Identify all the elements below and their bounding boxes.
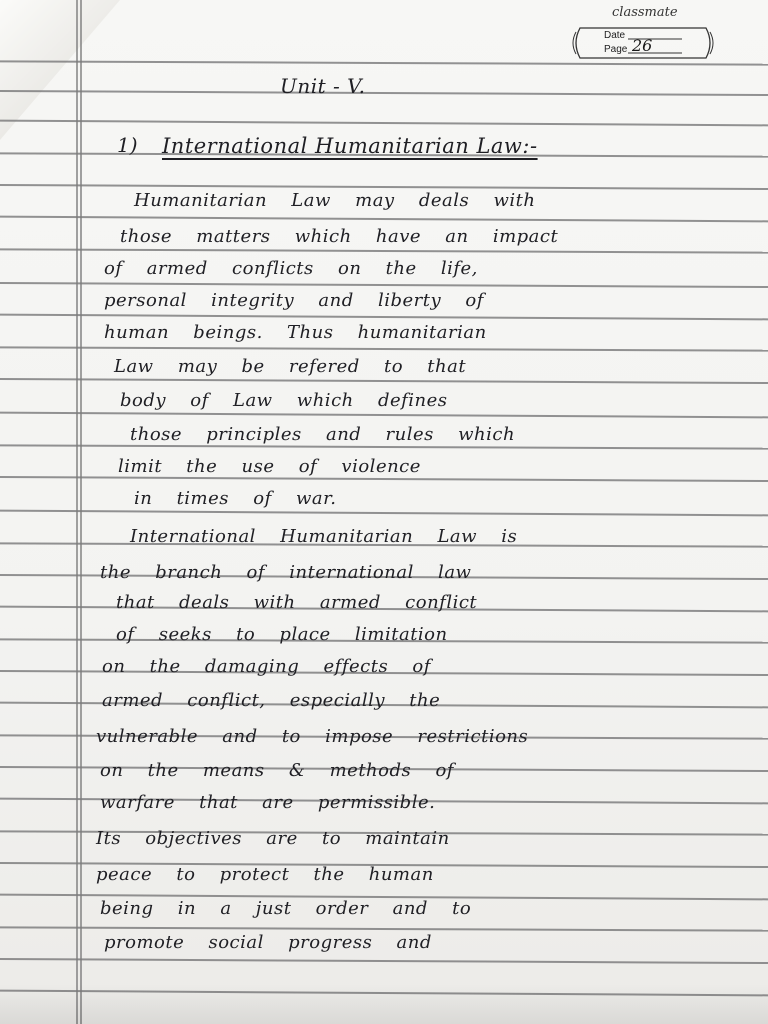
margin-line-left [76, 0, 78, 1024]
ruled-line [0, 248, 768, 253]
handwritten-line: warfare that are permissible. [100, 792, 436, 813]
page-value: 26 [632, 36, 653, 55]
handwritten-line: those principles and rules which [130, 424, 516, 445]
handwritten-line: promote social progress and [104, 932, 432, 953]
ruled-line [0, 510, 768, 516]
handwritten-line: International Humanitarian Law is [130, 526, 518, 547]
ruled-line [0, 216, 768, 222]
handwritten-line: human beings. Thus humanitarian [104, 322, 487, 343]
handwritten-line: personal integrity and liberty of [104, 290, 484, 311]
handwritten-line: peace to protect the human [96, 864, 434, 885]
handwritten-line: of seeks to place limitation [116, 624, 448, 645]
handwritten-line: on the damaging effects of [102, 656, 431, 677]
ruled-line [0, 120, 768, 126]
handwritten-line: vulnerable and to impose restrictions [96, 726, 529, 747]
ruled-line [0, 444, 768, 449]
handwritten-line: of armed conflicts on the life, [104, 258, 478, 279]
handwritten-line: the branch of international law [100, 562, 472, 583]
handwritten-line: Law may be refered to that [114, 356, 467, 377]
handwritten-line: that deals with armed conflict [116, 592, 478, 613]
handwritten-line: those matters which have an impact [120, 226, 559, 247]
section-marker: 1) [117, 133, 138, 157]
ruled-line [0, 958, 768, 964]
brand-logo: classmate [612, 5, 678, 20]
ruled-line [0, 346, 768, 351]
handwritten-line: being in a just order and to [100, 898, 472, 919]
page-label: Page [604, 44, 628, 55]
ruled-line [0, 282, 768, 288]
ruled-line [0, 90, 768, 96]
section-heading: International Humanitarian Law:- [162, 134, 538, 158]
date-page-box [570, 22, 716, 64]
ruled-line [0, 412, 768, 418]
handwritten-line: on the means & methods of [100, 760, 454, 781]
handwritten-line: Its objectives are to maintain [96, 828, 450, 849]
unit-title: Unit - V. [280, 74, 366, 98]
handwritten-line: armed conflict, especially the [102, 690, 441, 711]
date-label: Date [604, 30, 626, 41]
ruled-line [0, 378, 768, 384]
handwritten-line: Humanitarian Law may deals with [134, 190, 536, 211]
handwritten-line: limit the use of violence [118, 456, 421, 477]
handwritten-line: body of Law which defines [120, 390, 448, 411]
ruled-line [0, 926, 768, 931]
ruled-line [0, 184, 768, 190]
handwritten-line: in times of war. [134, 488, 337, 509]
ruled-line [0, 314, 768, 320]
margin-line-right [80, 0, 82, 1024]
page-shadow [0, 984, 768, 1024]
